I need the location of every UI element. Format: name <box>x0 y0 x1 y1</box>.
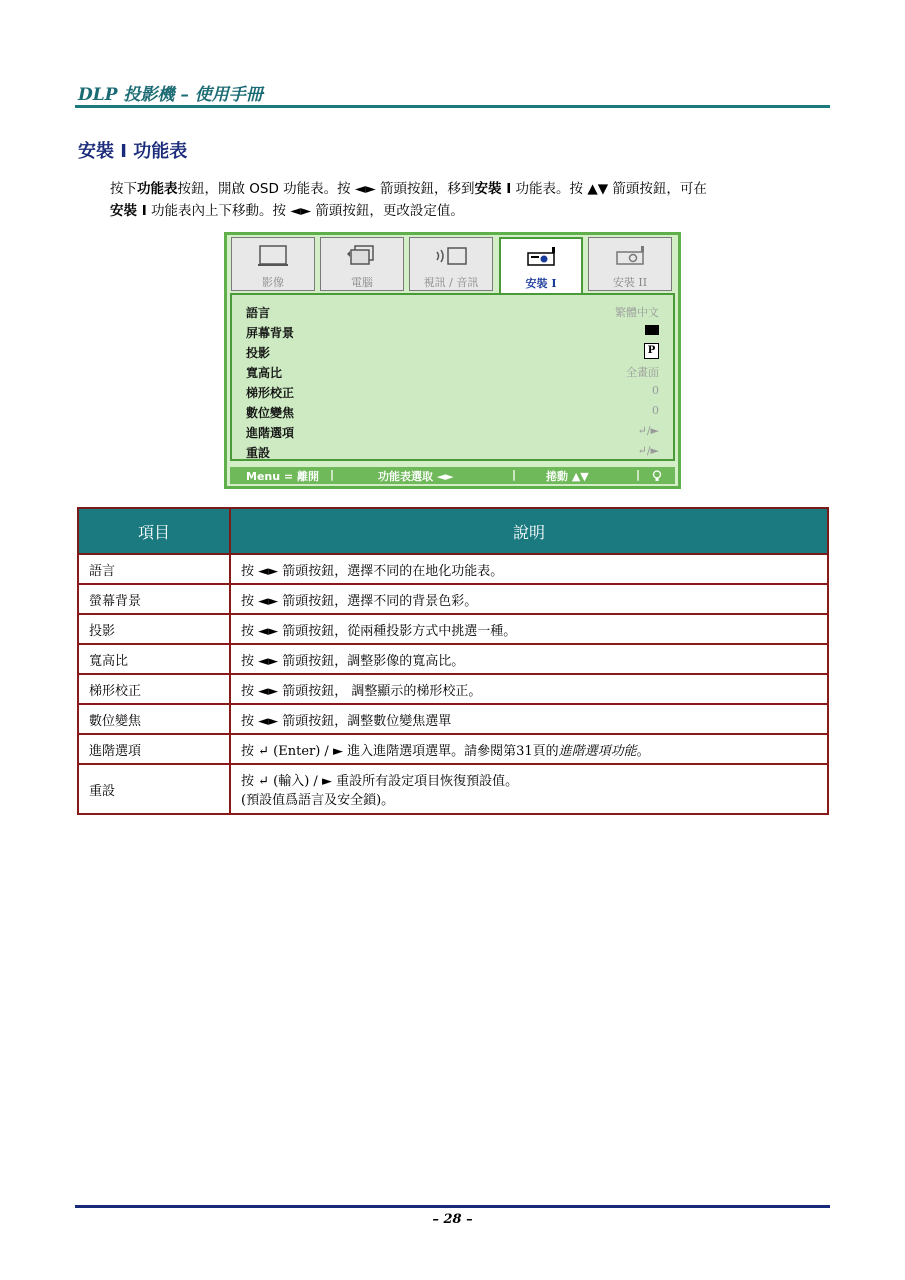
table-cell-desc: 按 ◄► 箭頭按鈕，選擇不同的在地化功能表。 <box>230 554 828 584</box>
osd-row-label: 重設 <box>246 446 271 460</box>
intro-paragraph <box>110 178 830 222</box>
tab-label: 影像 <box>262 276 284 289</box>
osd-row-label: 進階選項 <box>246 426 295 440</box>
desc-text: 。 <box>636 743 650 759</box>
table-cell-item: 進階選項 <box>78 734 230 764</box>
setup-1-icon <box>524 245 558 269</box>
table-cell-desc <box>230 734 828 764</box>
intro-text: 按下 <box>110 181 137 197</box>
table-row <box>78 644 828 674</box>
table-row <box>78 674 828 704</box>
table-header-description: 說明 <box>230 508 828 554</box>
osd-row-aspect-ratio <box>246 361 659 381</box>
osd-row-projection <box>246 341 659 361</box>
osd-footer-bar <box>230 467 675 484</box>
table-cell-item: 重設 <box>78 764 230 814</box>
table-cell-desc: 按 ◄► 箭頭按鈕，調整數位變焦選單 <box>230 704 828 734</box>
osd-footer-menu: Menu = 離開 <box>246 470 319 483</box>
osd-panel <box>227 235 678 486</box>
header-divider <box>75 105 830 108</box>
desc-italic-reference: 進階選項功能 <box>558 743 637 759</box>
table-row <box>78 704 828 734</box>
osd-footer-scroll: 捲動 ▲▼ <box>546 470 589 483</box>
settings-description-table <box>77 507 829 815</box>
intro-text: 按鈕，開啟 OSD 功能表。按 ◄► 箭頭按鈕，移到 <box>177 181 475 197</box>
intro-text: 功能表內上下移動。按 ◄► 箭頭按鈕，更改設定值。 <box>146 203 464 219</box>
osd-footer-separator: | <box>512 468 517 481</box>
tab-label: 安裝 I <box>525 277 557 290</box>
osd-row-label: 語言 <box>246 306 271 320</box>
video-audio-icon <box>434 244 468 268</box>
table-row <box>78 584 828 614</box>
tab-setup-2 <box>588 237 672 291</box>
tab-computer <box>320 237 404 291</box>
osd-row-keystone <box>246 381 659 401</box>
table-cell-desc: 按 ◄► 箭頭按鈕，選擇不同的背景色彩。 <box>230 584 828 614</box>
section-title: 安裝 I 功能表 <box>78 141 188 162</box>
table-row <box>78 554 828 584</box>
osd-footer-separator: | <box>330 468 335 481</box>
projection-p-icon: P <box>644 343 659 359</box>
table-row <box>78 734 828 764</box>
table-cell-desc: 按 ◄► 箭頭按鈕， 調整顯示的梯形校正。 <box>230 674 828 704</box>
osd-menu-screenshot <box>224 232 681 489</box>
osd-row-advanced <box>246 421 659 441</box>
desc-text: 按 ↵ (輸入) / ► 重設所有設定項目恢復預設值。 <box>241 774 519 789</box>
tab-label: 電腦 <box>351 276 373 289</box>
osd-row-label: 寬高比 <box>246 366 283 380</box>
table-cell-desc: 按 ◄► 箭頭按鈕，調整影像的寬高比。 <box>230 644 828 674</box>
table-cell-item: 數位變焦 <box>78 704 230 734</box>
table-cell-item: 螢幕背景 <box>78 584 230 614</box>
osd-footer-separator: | <box>636 468 641 481</box>
tab-label: 視訊 / 音訊 <box>423 276 479 289</box>
osd-settings-list <box>230 293 675 461</box>
table-cell-item: 語言 <box>78 554 230 584</box>
osd-row-value: 0 <box>652 404 659 417</box>
osd-row-value: 0 <box>652 384 659 397</box>
osd-row-label: 數位變焦 <box>246 406 295 420</box>
osd-footer-select: 功能表選取 ◄► <box>378 470 454 483</box>
tab-video-audio <box>409 237 493 291</box>
osd-row-value: ↵/► <box>637 424 659 437</box>
black-swatch <box>645 325 659 335</box>
osd-row-label: 梯形校正 <box>246 386 295 400</box>
intro-bold: 功能表 <box>137 181 178 197</box>
osd-row-label: 屏幕背景 <box>246 326 295 340</box>
table-row <box>78 764 828 814</box>
manual-header-title: DLP 投影機 – 使用手冊 <box>78 85 263 105</box>
table-cell-item: 投影 <box>78 614 230 644</box>
osd-row-screen-background <box>246 321 659 341</box>
tab-image <box>231 237 315 291</box>
lightbulb-icon <box>652 470 662 482</box>
osd-row-digital-zoom <box>246 401 659 421</box>
table-header-row <box>78 508 828 554</box>
intro-text: 功能表。按 ▲▼ 箭頭按鈕，可在 <box>511 181 707 197</box>
table-cell-desc: 按 ◄► 箭頭按鈕，從兩種投影方式中挑選一種。 <box>230 614 828 644</box>
table-cell-desc <box>230 764 828 814</box>
desc-text: 按 ↵ (Enter) / ► 進入進階選項選單。請參閱第31頁的 <box>241 743 559 759</box>
tab-label: 安裝 II <box>612 276 648 289</box>
desc-text: (預設值爲語言及安全鎖)。 <box>241 793 395 808</box>
osd-row-value: 繁體中文 <box>615 306 659 319</box>
tab-setup-1 <box>499 237 583 295</box>
footer-divider <box>75 1205 830 1208</box>
osd-row-value: 全畫面 <box>626 366 659 379</box>
setup-2-icon <box>613 244 647 268</box>
osd-row-language <box>246 301 659 321</box>
computer-icon <box>345 244 379 268</box>
table-cell-item: 寬高比 <box>78 644 230 674</box>
table-cell-item: 梯形校正 <box>78 674 230 704</box>
osd-row-reset <box>246 441 659 461</box>
osd-row-label: 投影 <box>246 346 271 360</box>
table-header-item: 項目 <box>78 508 230 554</box>
intro-bold: 安裝 I <box>474 181 512 197</box>
table-row <box>78 614 828 644</box>
page-number: – 28 – <box>432 1212 473 1227</box>
image-icon <box>256 244 290 268</box>
intro-bold: 安裝 I <box>110 203 147 219</box>
osd-row-value: ↵/► <box>637 444 659 457</box>
